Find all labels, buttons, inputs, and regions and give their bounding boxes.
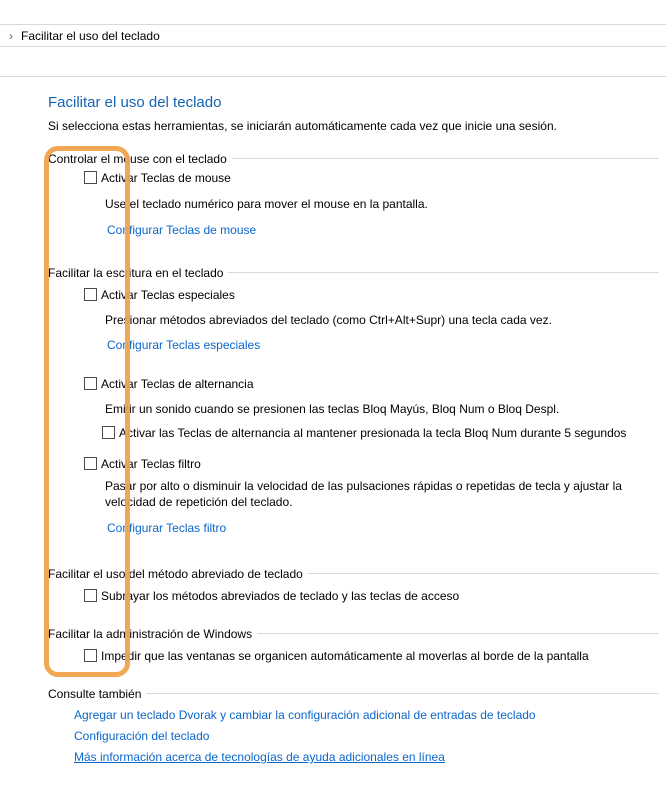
checkbox-label[interactable]: Activar las Teclas de alternancia al mantener presionada la tecla Bloq Num durante 5 segundos <box>119 425 627 440</box>
toggle-keys-checkbox[interactable] <box>84 377 97 390</box>
configure-filter-keys-link[interactable]: Configurar Teclas filtro <box>107 521 227 535</box>
section-rule <box>232 158 659 159</box>
mouse-keys-description: Use el teclado numérico para mover el mouse en la pantalla. <box>105 197 428 211</box>
configure-mouse-keys-link[interactable]: Configurar Teclas de mouse <box>107 223 257 237</box>
mouse-keys-row[interactable] <box>84 170 231 185</box>
checkbox-label[interactable]: Subrayar los métodos abreviados de teclado y las teclas de acceso <box>101 588 460 603</box>
prevent-window-snap-checkbox[interactable] <box>84 649 97 662</box>
toggle-keys-hold-numlock-row[interactable] <box>102 425 626 440</box>
page-subtitle: Si selecciona estas herramientas, se iniciarán automáticamente cada vez que inicie una sesión. <box>48 119 557 133</box>
section-title: Controlar el mouse con el teclado <box>48 151 227 166</box>
section-see-also <box>48 686 659 701</box>
breadcrumb <box>0 24 666 47</box>
underline-shortcuts-checkbox[interactable] <box>84 589 97 602</box>
page-title: Facilitar el uso del teclado <box>48 94 222 111</box>
sticky-keys-row[interactable] <box>84 287 235 302</box>
toggle-keys-description: Emitir un sonido cuando se presionen las teclas Bloq Mayús, Bloq Num o Bloq Despl. <box>105 402 560 416</box>
section-typing <box>48 265 659 280</box>
toggle-keys-row[interactable] <box>84 376 254 391</box>
section-rule <box>257 633 659 634</box>
section-mouse-control <box>48 151 659 166</box>
keyboard-settings-link[interactable]: Configuración del teclado <box>74 729 210 743</box>
filter-keys-description: Pasar por alto o disminuir la velocidad de las pulsaciones rápidas o repetidas de tecla y ajustar la velocidad de repetición del teclado. <box>105 479 622 509</box>
section-rule <box>308 573 659 574</box>
section-title: Facilitar la administración de Windows <box>48 626 253 641</box>
toggle-keys-hold-numlock-checkbox[interactable] <box>102 426 115 439</box>
section-title: Facilitar el uso del método abreviado de teclado <box>48 566 303 581</box>
checkbox-label[interactable]: Activar Teclas filtro <box>101 456 201 471</box>
checkbox-label[interactable]: Activar Teclas de mouse <box>101 170 231 185</box>
chevron-right-icon[interactable]: › <box>9 28 13 43</box>
configure-sticky-keys-link[interactable]: Configurar Teclas especiales <box>107 338 261 352</box>
section-title: Consulte también <box>48 686 142 701</box>
filter-keys-checkbox[interactable] <box>84 457 97 470</box>
prevent-window-snap-row[interactable] <box>84 648 589 663</box>
section-windows-management <box>48 626 659 641</box>
underline-shortcuts-row[interactable] <box>84 588 459 603</box>
checkbox-label[interactable]: Activar Teclas especiales <box>101 287 235 302</box>
section-title: Facilitar la escritura en el teclado <box>48 265 224 280</box>
add-dvorak-keyboard-link[interactable]: Agregar un teclado Dvorak y cambiar la configuración adicional de entradas de teclado <box>74 708 536 722</box>
assistive-tech-online-link[interactable]: Más información acerca de tecnologías de ayuda adicionales en línea <box>74 750 445 764</box>
toolbar-separator <box>0 76 666 77</box>
section-rule <box>146 693 659 694</box>
filter-keys-row[interactable] <box>84 456 201 471</box>
checkbox-label[interactable]: Activar Teclas de alternancia <box>101 376 254 391</box>
section-rule <box>228 272 659 273</box>
mouse-keys-checkbox[interactable] <box>84 171 97 184</box>
sticky-keys-description: Presionar métodos abreviados del teclado (como Ctrl+Alt+Supr) una tecla cada vez. <box>105 313 552 327</box>
sticky-keys-checkbox[interactable] <box>84 288 97 301</box>
section-shortcuts <box>48 566 659 581</box>
checkbox-label[interactable]: Impedir que las ventanas se organicen automáticamente al moverlas al borde de la pantalla <box>101 648 589 663</box>
breadcrumb-item-keyboard[interactable]: Facilitar el uso del teclado <box>21 28 160 43</box>
